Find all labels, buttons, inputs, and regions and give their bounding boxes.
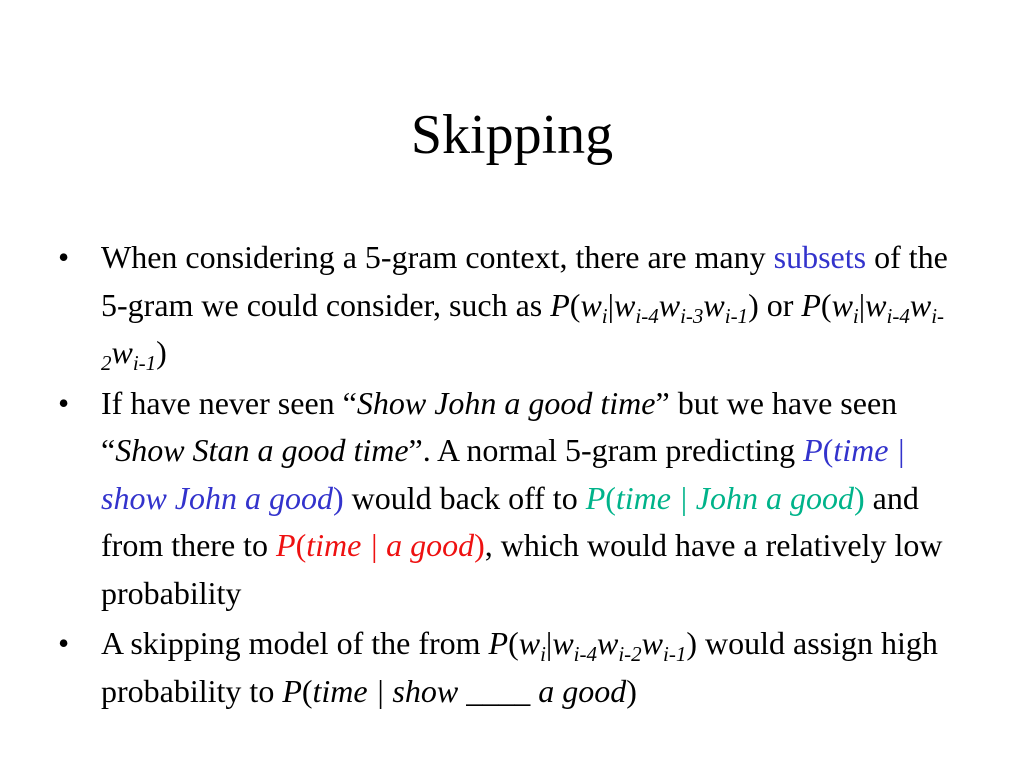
formula-symbol: w — [865, 286, 887, 323]
formula-symbol: w — [614, 286, 636, 323]
formula-symbol: ( — [301, 672, 313, 709]
formula-subscript — [574, 642, 597, 666]
formula-symbol: w — [580, 286, 602, 323]
formula-symbol: w — [658, 286, 681, 323]
formula-symbol: P — [585, 479, 606, 516]
formula-symbol: w — [111, 334, 133, 370]
bullet-item-3 — [58, 620, 978, 715]
formula-symbol: P — [801, 286, 821, 323]
formula-3gram — [276, 527, 485, 563]
text: , which would have a relatively low probability — [101, 527, 943, 611]
formula-argument: time | a good — [306, 527, 475, 563]
formula-argument: time | show John a good — [101, 432, 906, 516]
formula-subscript: i — [601, 303, 608, 328]
formula-symbol: ) — [474, 527, 485, 563]
formula-subscript — [635, 304, 658, 328]
formula-skip-example — [282, 673, 637, 709]
formula-symbol: | — [858, 286, 866, 323]
text: ” but we have seen “ — [101, 384, 898, 468]
formula-symbol: w — [703, 286, 725, 323]
formula-1 — [550, 286, 759, 328]
formula-symbol: ) — [853, 479, 865, 516]
formula-symbol: w — [831, 286, 853, 323]
formula-subscript — [725, 304, 748, 328]
slide-title: Skipping — [410, 104, 614, 166]
formula-subscript — [618, 642, 641, 666]
formula-symbol: | — [607, 286, 615, 323]
subscript-text: i-1 — [132, 351, 157, 375]
bullet-item-1 — [58, 234, 978, 377]
formula-symbol: ( — [822, 432, 834, 468]
quote-stan: Show Stan a good time — [115, 432, 409, 468]
formula-symbol: w — [909, 286, 932, 323]
formula-symbol: w — [596, 625, 619, 661]
formula-symbol: P — [803, 432, 823, 468]
formula-symbol: | — [545, 625, 553, 661]
formula-argument: time | show — [312, 672, 467, 709]
formula-symbol: ( — [605, 479, 616, 516]
formula-symbol: ( — [820, 286, 832, 323]
formula-symbol: ) — [748, 286, 759, 323]
formula-symbol: P — [276, 527, 296, 563]
formula-subscript — [663, 642, 686, 666]
text: When considering a 5-gram context, there are many — [101, 239, 774, 275]
bullet-list — [58, 234, 978, 718]
text: If have never seen “ — [101, 384, 357, 421]
formula-symbol: ( — [508, 625, 519, 661]
subscript-text: i-1 — [663, 642, 687, 666]
text: would back off to — [343, 479, 586, 516]
formula-symbol: P — [488, 625, 509, 661]
formula-symbol: ) — [156, 334, 167, 370]
bullet-item-2 — [58, 380, 978, 618]
formula-4gram — [586, 480, 865, 516]
formula-skip — [488, 625, 697, 666]
bullet-dot: • — [58, 384, 70, 421]
text: or — [758, 286, 802, 323]
formula-symbol: w — [552, 625, 574, 661]
quote-john: Show John a good time — [356, 384, 656, 421]
text: of the 5-gram we could consider, such as — [101, 239, 948, 323]
text: would assign high probability to — [101, 625, 938, 709]
text: ”. A normal 5-gram predicting — [408, 432, 804, 468]
text: A skipping model of the from — [101, 625, 489, 661]
formula-subscript — [133, 351, 156, 375]
formula-symbol: ( — [569, 286, 581, 323]
subscript-text: i-4 — [573, 642, 597, 666]
subscript-text: i-3 — [680, 303, 704, 328]
formula-symbol: ) — [686, 625, 697, 661]
skipped-word-blank: ____ — [466, 672, 531, 709]
text: and from there to — [101, 479, 919, 563]
formula-subscript: i — [852, 303, 859, 328]
formula-symbol: P — [550, 286, 570, 323]
subscript-text: i-2 — [618, 642, 642, 666]
formula-symbol: w — [518, 625, 541, 661]
formula-subscript — [680, 304, 703, 328]
subscript-text: i-4 — [635, 303, 659, 328]
formula-subscript — [887, 304, 910, 328]
formula-argument: time | John a good — [615, 479, 854, 516]
formula-symbol: P — [282, 672, 302, 709]
formula-symbol: ) — [333, 479, 344, 516]
subscript-text: i-4 — [886, 303, 910, 328]
formula-argument: a good — [530, 672, 627, 709]
subsets-term: subsets — [773, 239, 867, 275]
bullet-dot: • — [58, 625, 70, 661]
subscript-text: i-1 — [724, 303, 749, 328]
formula-symbol: ) — [626, 672, 637, 709]
formula-subscript: i — [540, 642, 546, 666]
formula-symbol: ( — [295, 527, 307, 563]
subscript-text: i-2 — [101, 303, 945, 375]
formula-symbol: w — [641, 625, 663, 661]
bullet-dot: • — [58, 239, 70, 275]
